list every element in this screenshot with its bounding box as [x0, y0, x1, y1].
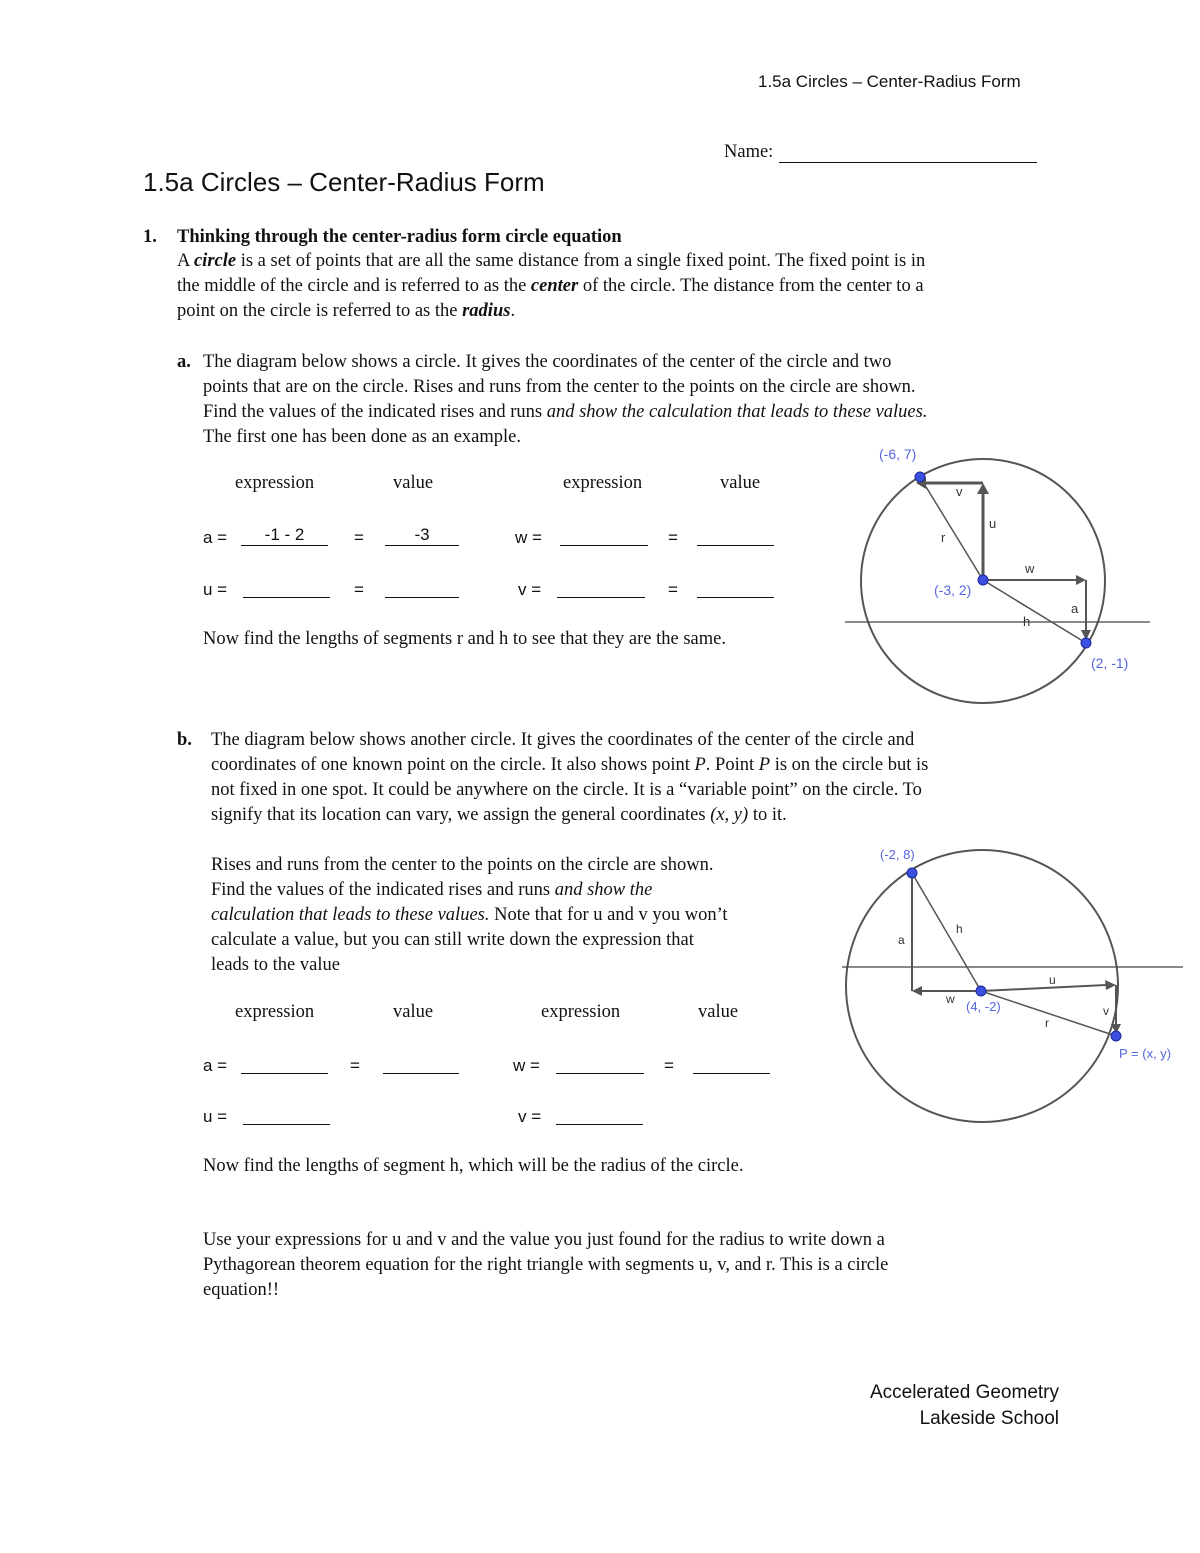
equals-sign: = [668, 528, 678, 547]
segment-r [920, 477, 983, 580]
part-a-u-value[interactable] [385, 577, 459, 598]
part-a-col-value-2: value [720, 473, 761, 493]
equals-sign: = [664, 1056, 674, 1075]
label-w: w [946, 992, 955, 1006]
part-a-col-expression-1: expression [235, 473, 315, 493]
section-heading: Thinking through the center-radius form circle equation [177, 227, 622, 247]
footer-course: Accelerated Geometry [869, 1382, 1059, 1403]
part-a-closing: Now find the lengths of segments r and h to see that they are the same. [203, 629, 726, 649]
part-b-w-expression[interactable] [556, 1053, 644, 1074]
page-title: 1.5a Circles – Center-Radius Form [143, 167, 545, 197]
term-radius: radius [462, 301, 511, 321]
part-b-col-value-1: value [393, 1002, 434, 1022]
section-number: 1. [143, 227, 157, 247]
label-r: r [1045, 1016, 1049, 1030]
running-header: 1.5a Circles – Center-Radius Form [758, 72, 1021, 91]
equals-sign: = [354, 580, 364, 599]
label-v: v [956, 484, 963, 499]
label-h: h [1023, 614, 1031, 629]
segment-u [981, 985, 1106, 991]
label-point-top: (-2, 8) [880, 847, 915, 862]
point-center [978, 575, 988, 585]
label-w: w [1025, 561, 1035, 576]
part-a-label-w: w = [515, 528, 542, 547]
equals-sign: = [354, 528, 364, 547]
footer-school: Lakeside School [919, 1408, 1059, 1429]
part-a-v-expression[interactable] [557, 577, 645, 598]
part-b-label-w: w = [513, 1056, 540, 1075]
part-b-final-prompt: Use your expressions for u and v and the value you just found for the radius to write down a Pythagorean theorem equation for the right triangle with segments u, v, and r. This is a circle equation!! [203, 1230, 889, 1300]
point-right [1081, 638, 1091, 648]
name-blank-line[interactable] [779, 144, 1037, 163]
label-r: r [941, 530, 946, 545]
label-u: u [1049, 973, 1056, 987]
part-a-label-v: v = [518, 580, 542, 599]
part-a-instructions: The diagram below shows a circle. It gives the coordinates of the center of the circle and two points that are on the circle. Rises and runs from the center to the points on the circle are shown. Find the values of the indicated rises and runs and show the calculation that leads to these values. The first one has been done as an example. [203, 352, 928, 447]
point-center [976, 986, 986, 996]
label-v: v [1103, 1004, 1109, 1018]
name-field[interactable] [724, 142, 1037, 163]
point-top [907, 868, 917, 878]
label-point-right: (2, -1) [1091, 655, 1129, 671]
arrowhead-w [912, 986, 922, 996]
part-a-a-value[interactable]: -3 [385, 525, 459, 546]
term-circle: circle [193, 251, 237, 271]
part-b-col-value-2: value [698, 1002, 739, 1022]
part-a-col-value-1: value [393, 473, 434, 493]
part-a-label-a: a = [203, 528, 228, 547]
circle-diagram-b [838, 840, 1188, 1130]
point-top [915, 472, 925, 482]
part-b-a-value[interactable] [383, 1053, 459, 1074]
part-a-v-value[interactable] [697, 577, 774, 598]
point-variable-p [1111, 1031, 1121, 1041]
part-b-col-expression-1: expression [235, 1002, 315, 1022]
part-a-a-expression[interactable]: -1 - 2 [241, 525, 328, 546]
arrowhead-u [977, 483, 989, 494]
term-center: center [530, 276, 579, 296]
arrowhead-w [1076, 575, 1086, 585]
part-a-col-expression-2: expression [563, 473, 643, 493]
part-b-rises-runs: Rises and runs from the center to the points on the circle are shown. Find the values of the indicated rises and runs and show the calculation that leads to these values. Note that for u and v you won’t calculate a value, but you can still write down the expression that leads to the value [211, 855, 728, 975]
part-b-u-expression[interactable] [243, 1104, 330, 1125]
intro-paragraph: A circle is a set of points that are all the same distance from a single fixed point. The fixed point is in the middle of the circle and is referred to as the center of the circle. The distance from the center to a point on the circle is referred to as the radius. [177, 251, 926, 321]
part-b-instructions: The diagram below shows another circle. It gives the coordinates of the center of the circle and coordinates of one known point on the circle. It also shows point P. Point P is on the circle but is not fixed in one spot. It could be anywhere on the circle. It is a “variable point” on the circle. To signify that its location can vary, we assign the general coordinates (x, y) to it. [211, 730, 929, 825]
part-b-closing: Now find the lengths of segment h, which will be the radius of the circle. [203, 1156, 744, 1176]
part-b-w-value[interactable] [693, 1053, 770, 1074]
label-point-p: P = (x, y) [1119, 1046, 1172, 1061]
label-a: a [1071, 601, 1079, 616]
part-a-u-expression[interactable] [243, 577, 330, 598]
part-a-w-expression[interactable] [560, 525, 648, 546]
part-a-label: a. [177, 352, 191, 372]
name-label: Name: [724, 142, 774, 162]
label-a: a [898, 933, 905, 947]
label-point-center: (4, -2) [966, 999, 1001, 1014]
part-b-v-expression[interactable] [556, 1104, 643, 1125]
label-h: h [956, 922, 963, 936]
label-point-center: (-3, 2) [934, 582, 972, 598]
equals-sign: = [350, 1056, 360, 1075]
part-b-label-v: v = [518, 1107, 542, 1126]
part-b-label: b. [177, 730, 192, 750]
label-u: u [989, 516, 997, 531]
part-b-col-expression-2: expression [541, 1002, 621, 1022]
segment-h [912, 873, 981, 991]
part-a-label-u: u = [203, 580, 228, 599]
part-b-a-expression[interactable] [241, 1053, 328, 1074]
part-b-label-u: u = [203, 1107, 228, 1126]
circle-diagram-a [840, 440, 1160, 720]
arrowhead-u [1105, 980, 1116, 990]
part-b-label-a: a = [203, 1056, 228, 1075]
part-a-w-value[interactable] [697, 525, 774, 546]
label-point-top: (-6, 7) [879, 446, 917, 462]
equals-sign: = [668, 580, 678, 599]
